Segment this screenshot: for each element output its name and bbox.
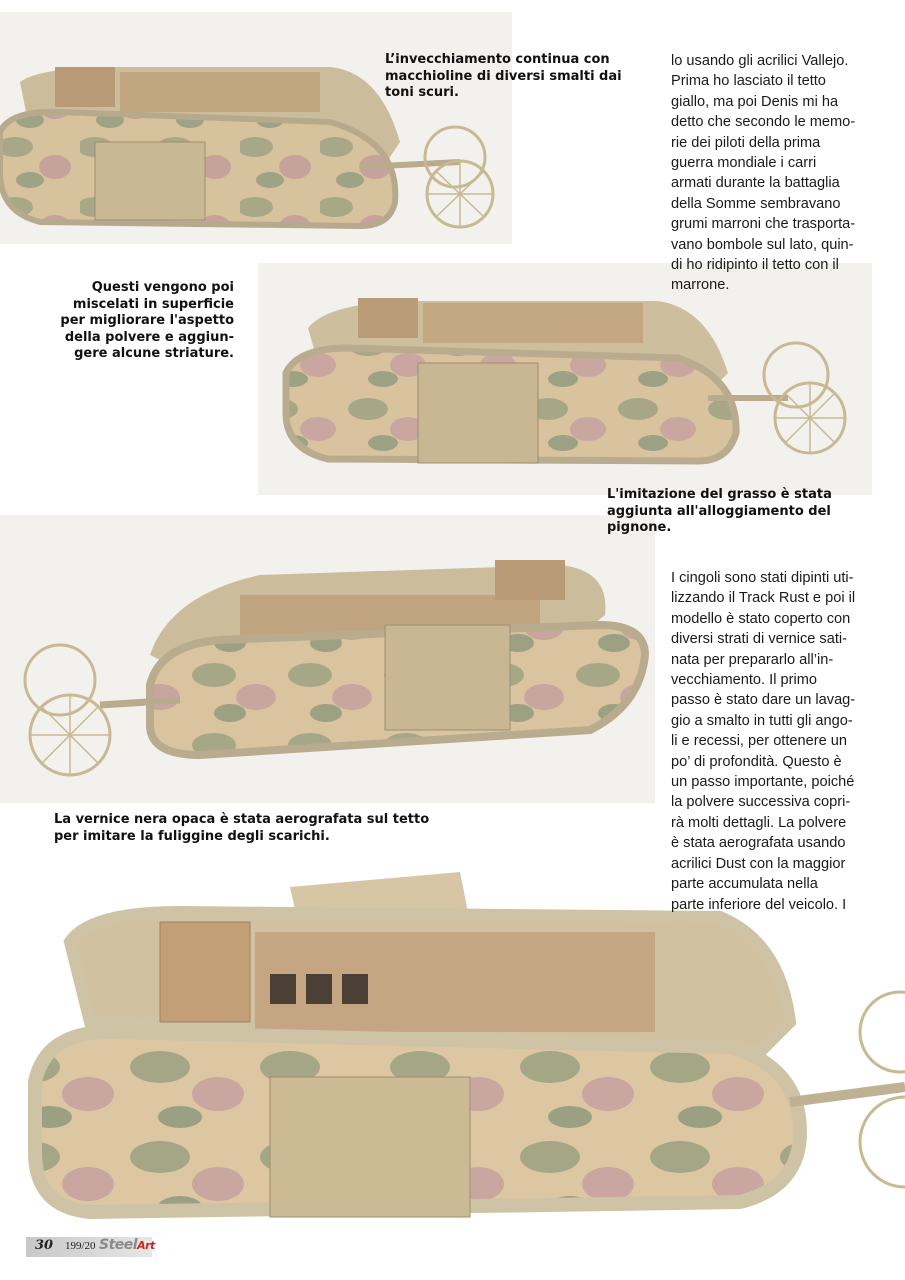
text-line: gio a smalto in tutti gli ango- bbox=[671, 712, 853, 729]
tank-photo-2 bbox=[258, 263, 872, 495]
text-line: di ho ridipinto il tetto con il bbox=[671, 257, 839, 274]
caption-line: L'imitazione del grasso è stata bbox=[607, 487, 832, 502]
text-line: li e recessi, per ottenere un bbox=[671, 733, 848, 750]
caption-line: pignone. bbox=[607, 520, 672, 535]
text-line: parte accumulata nella bbox=[671, 876, 818, 893]
text-line: marrone. bbox=[671, 277, 730, 294]
caption-line: della polvere e aggiun- bbox=[64, 329, 234, 345]
text-line: parte inferiore del veicolo. I bbox=[671, 896, 847, 913]
text-line: lizzando il Track Rust e poi il bbox=[671, 590, 856, 607]
text-line: acrilici Dust con la maggior bbox=[671, 855, 846, 872]
article-column-2 bbox=[671, 568, 857, 915]
text-line: passo è stato dare un lavag- bbox=[671, 692, 856, 709]
caption-aging bbox=[385, 52, 622, 102]
magazine-logo bbox=[99, 1237, 155, 1253]
caption-line: La vernice nera opaca è stata aerografata sul tetto bbox=[54, 812, 430, 827]
caption-soot bbox=[54, 812, 429, 845]
caption-line: per imitare la fuliggine degli scarichi. bbox=[54, 828, 330, 844]
text-line: grumi marroni che trasporta- bbox=[671, 216, 856, 233]
caption-line: toni scuri. bbox=[385, 85, 459, 100]
caption-line: L’invecchiamento continua con bbox=[385, 52, 610, 67]
text-line: rie dei piloti della prima bbox=[671, 134, 821, 151]
page-number: 30 bbox=[35, 1238, 54, 1253]
article-column-1 bbox=[671, 51, 857, 296]
text-line: modello è stato coperto con bbox=[671, 610, 851, 627]
text-line: rà molti dettagli. La polvere bbox=[671, 814, 847, 831]
page-footer bbox=[26, 1237, 155, 1257]
caption-line: Questi vengono poi bbox=[91, 280, 234, 295]
caption-grease bbox=[607, 487, 832, 537]
text-line: I cingoli sono stati dipinti uti- bbox=[671, 570, 854, 586]
caption-blending bbox=[40, 280, 234, 363]
text-line: lo usando gli acrilici Vallejo. bbox=[671, 53, 849, 69]
text-line: po’ di profondità. Questo è bbox=[671, 753, 842, 770]
text-line: della Somme sembravano bbox=[671, 195, 841, 212]
tank-photo-4 bbox=[0, 862, 905, 1237]
text-line: diversi strati di vernice sati- bbox=[671, 631, 847, 648]
text-line: vecchiamento. Il primo bbox=[671, 672, 817, 689]
text-line: vano bombole sul lato, quin- bbox=[671, 236, 854, 253]
text-line: è stata aerografata usando bbox=[671, 835, 846, 852]
caption-line: gere alcune striature. bbox=[74, 346, 234, 361]
text-line: giallo, ma poi Denis mi ha bbox=[671, 93, 839, 110]
tank-photo-3 bbox=[0, 515, 655, 803]
text-line: un passo importante, poiché bbox=[671, 774, 855, 791]
magazine-suffix: Art bbox=[137, 1239, 155, 1252]
text-line: guerra mondiale i carri bbox=[671, 155, 817, 172]
caption-line: aggiunta all'alloggiamento del bbox=[607, 503, 831, 519]
tank-photo-1 bbox=[0, 12, 512, 244]
caption-line: miscelati in superficie bbox=[72, 296, 234, 312]
issue-number: 199/20 bbox=[65, 1240, 96, 1252]
text-line: Prima ho lasciato il tetto bbox=[671, 73, 826, 90]
caption-line: per migliorare l'aspetto bbox=[60, 313, 234, 328]
text-line: armati durante la battaglia bbox=[671, 175, 840, 192]
text-line: detto che secondo le memo- bbox=[671, 114, 856, 131]
text-line: nata per prepararlo all’in- bbox=[671, 651, 834, 668]
caption-line: macchioline di diversi smalti dai bbox=[385, 68, 622, 84]
magazine-name: Steel bbox=[99, 1237, 138, 1253]
text-line: la polvere successiva copri- bbox=[671, 794, 851, 811]
